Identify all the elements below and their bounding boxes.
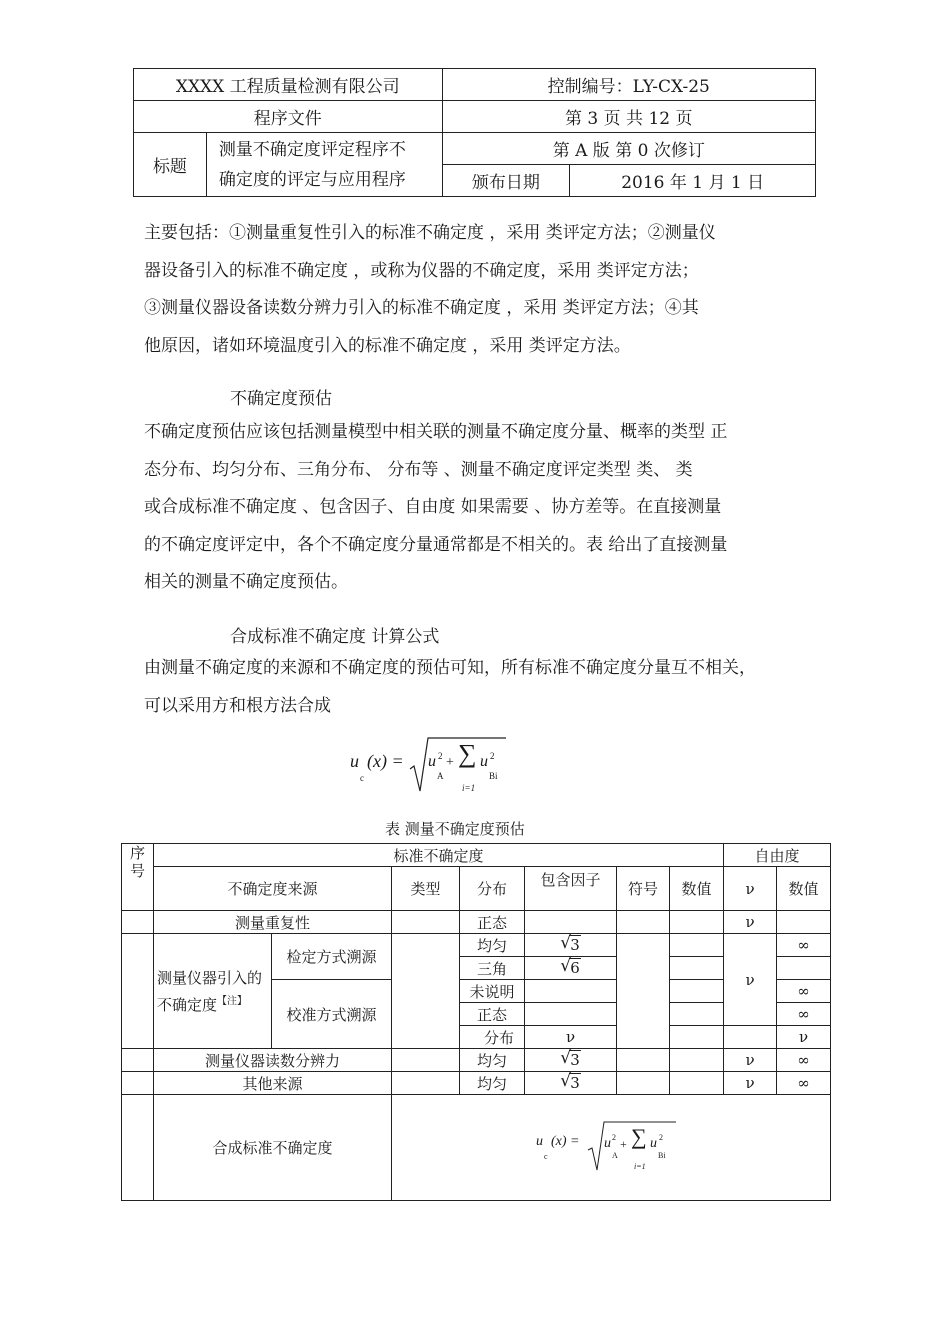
- header-seq: 序 号: [122, 844, 154, 911]
- header-type: 类型: [392, 867, 460, 911]
- table-row: [122, 1072, 831, 1095]
- table-row: [122, 934, 831, 957]
- dist-unspecified: 未说明: [460, 980, 525, 1003]
- combined-line: 可以采用方和根方法合成: [144, 695, 331, 716]
- uncertainty-table: [121, 843, 831, 1201]
- intro-line: 他原因，诸如环境温度引入的标准不确定度 ，采用 类评定方法。: [144, 335, 631, 356]
- coverage-sqrt6: √ 6: [525, 957, 617, 980]
- coverage-nu: ν: [525, 1026, 617, 1049]
- dist-uniform: 均匀: [460, 1049, 525, 1072]
- header-value: 数值: [670, 867, 724, 911]
- table-row: [122, 1095, 831, 1201]
- estimation-paragraph: [144, 414, 810, 602]
- intro-paragraph: [144, 215, 810, 365]
- nu-cell: ν: [724, 1049, 777, 1072]
- intro-line: 主要包括：①测量重复性引入的标准不确定度 ，采用 类评定方法；②测量仪: [144, 223, 716, 243]
- intro-line: 器设备引入的标准不确定度 ，或称为仪器的不确定度，采用 类评定方法；: [144, 260, 699, 281]
- combined-uncertainty-label: 合成标准不确定度: [154, 1095, 392, 1201]
- source-instrument: 测量仪器引入的不确定度$^{【注】}$: [154, 934, 272, 1049]
- coverage-sqrt3: √ 3: [525, 1049, 617, 1072]
- table-formula: u c (x) = u 2 A + ∑ i=1 u 2 Bi: [536, 1118, 686, 1174]
- dist-uniform: 均匀: [460, 1072, 525, 1095]
- header-distribution: 分布: [460, 867, 525, 911]
- formula-lhs-arg: (x) =: [367, 751, 404, 771]
- table-row: [122, 911, 831, 934]
- version-info: 第 A 版 第 0 次修订: [442, 133, 815, 165]
- formula-sum: ∑: [458, 739, 477, 768]
- company-name: XXXX 工程质量检测有限公司: [134, 69, 443, 101]
- source-other: 其他来源: [154, 1072, 392, 1095]
- combined-paragraph: [144, 650, 810, 725]
- title-label: 标题: [134, 133, 207, 197]
- release-date: 2016 年 1 月 1 日: [570, 165, 816, 197]
- coverage-sqrt3: √ 3: [525, 934, 617, 957]
- estimation-line: 或合成标准不确定度 、包含因子、自由度 如果需要 、协方差等。在直接测量: [144, 497, 722, 517]
- section-title-estimation: 不确定度预估: [230, 389, 332, 409]
- formula-sub2: Bi: [489, 771, 498, 781]
- document-header: [133, 68, 816, 197]
- header-std-uncertainty: 标准不确定度: [154, 844, 724, 867]
- dof-infinity: ∞: [777, 1072, 831, 1095]
- header-nu: ν: [724, 867, 777, 911]
- section-title-combined: 合成标准不确定度 计算公式: [230, 627, 440, 647]
- formula-sup2: 2: [490, 751, 495, 761]
- nu-cell: ν: [724, 911, 777, 934]
- header-symbol: 符号: [617, 867, 670, 911]
- formula-lhs-sub: c: [360, 773, 364, 783]
- page-info: 第 3 页 共 12 页: [442, 101, 815, 133]
- header-dof: 自由度: [724, 844, 831, 867]
- nu-cell: ν: [724, 1072, 777, 1095]
- nu-cell: ν: [724, 934, 777, 1026]
- header-dof-value: 数值: [777, 867, 831, 911]
- dist-normal: 正态: [460, 1003, 525, 1026]
- estimation-line: 不确定度预估应该包括测量模型中相关联的测量不确定度分量、概率的类型 正: [144, 422, 728, 442]
- document-title: [206, 133, 442, 197]
- estimation-line: 相关的测量不确定度预估。: [144, 572, 348, 592]
- dof-nu: ν: [777, 1026, 831, 1049]
- formula-sub1: A: [437, 771, 444, 781]
- estimation-line: 的不确定度评定中，各个不确定度分量通常都是不相关的。表 给出了直接测量: [144, 534, 728, 555]
- intro-line: ③测量仪器设备读数分辨力引入的标准不确定度 ，采用 类评定方法；④其: [144, 298, 699, 318]
- estimation-line: 态分布、均匀分布、三角分布、 分布等 、测量不确定度评定类型 类、 类: [144, 459, 693, 480]
- dist-triangle: 三角: [460, 957, 525, 980]
- source-repeatability: 测量重复性: [154, 911, 392, 934]
- control-number: 控制编号：LY-CX-25: [442, 69, 815, 101]
- dist-normal: 正态: [460, 911, 525, 934]
- document-type: 程序文件: [134, 101, 443, 133]
- coverage-sqrt3: √ 3: [525, 1072, 617, 1095]
- title-line-1: 测量不确定度评定程序不: [218, 139, 406, 160]
- combined-uncertainty-formula: [350, 735, 520, 797]
- formula-sup1: 2: [438, 751, 443, 761]
- dist-t: 分布: [460, 1026, 525, 1049]
- combined-formula-cell: [392, 1095, 831, 1201]
- release-label: 颁布日期: [442, 165, 570, 197]
- formula-term2: u: [480, 753, 488, 770]
- source-verification: 检定方式溯源: [272, 934, 392, 980]
- dof-infinity: ∞: [777, 934, 831, 957]
- header-coverage: 包含因子: [525, 867, 617, 911]
- note-marker: 【注】: [217, 995, 248, 1007]
- dist-uniform: 均匀: [460, 934, 525, 957]
- dof-infinity: ∞: [777, 980, 831, 1003]
- formula-term1: u: [428, 753, 436, 770]
- header-source: 不确定度来源: [154, 867, 392, 911]
- source-calibration: 校准方式溯源: [272, 980, 392, 1049]
- source-resolution: 测量仪器读数分辨力: [154, 1049, 392, 1072]
- title-line-2: 确定度的评定与应用程序: [218, 169, 406, 190]
- formula-plus: +: [446, 755, 454, 770]
- table-caption: 表 测量不确定度预估: [385, 820, 525, 838]
- formula-lhs-u: u: [350, 751, 359, 771]
- dof-infinity: ∞: [777, 1003, 831, 1026]
- formula-sum-index: i=1: [462, 783, 476, 793]
- combined-line: 由测量不确定度的来源和不确定度的预估可知，所有标准不确定度分量互不相关，: [144, 658, 756, 678]
- table-row: [122, 1049, 831, 1072]
- dof-infinity: ∞: [777, 1049, 831, 1072]
